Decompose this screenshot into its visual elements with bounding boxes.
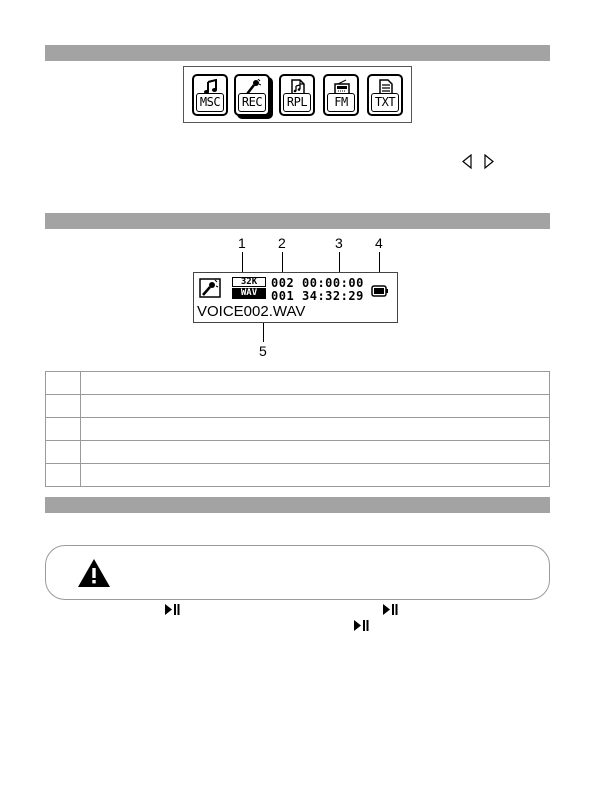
warning-box: [45, 545, 550, 600]
menu-item-label: FM: [327, 93, 355, 112]
menu-item-fm-radio[interactable]: [323, 74, 359, 116]
menu-item-label: REC: [238, 93, 266, 112]
table-row: [46, 372, 550, 395]
callout-description-table: [45, 371, 550, 487]
table-cell: [81, 372, 550, 395]
menu-item-text[interactable]: [367, 74, 403, 116]
table-cell: [46, 418, 81, 441]
left-right-arrows-icon: [461, 154, 497, 170]
menu-item-music[interactable]: [192, 74, 228, 116]
record-screen-display: [193, 272, 398, 323]
callout-number: 3: [335, 235, 343, 251]
table-row: [46, 464, 550, 487]
format-label: WAV: [232, 288, 266, 299]
menu-item-label: TXT: [371, 93, 399, 112]
table-cell: [81, 418, 550, 441]
section-header-bar-3: [45, 497, 550, 513]
table-cell: [81, 441, 550, 464]
callout-number: 5: [259, 343, 267, 359]
table-cell: [81, 395, 550, 418]
table-row: [46, 395, 550, 418]
callout-number: 4: [375, 235, 383, 251]
table-cell: [46, 395, 81, 418]
file-count: 001: [271, 289, 295, 303]
microphone-icon: [199, 278, 221, 298]
table-cell: [46, 372, 81, 395]
callout-number: 2: [278, 235, 286, 251]
battery-icon: [371, 285, 389, 297]
warning-triangle-icon: [77, 558, 111, 588]
bitrate-label: 32K: [232, 277, 266, 287]
section-header-bar-2: [45, 213, 550, 229]
section-header-bar-1: [45, 45, 550, 61]
table-row: [46, 441, 550, 464]
menu-item-label: RPL: [283, 93, 311, 112]
elapsed-time: 00:00:00: [302, 276, 364, 290]
file-number: 002: [271, 276, 295, 290]
table-cell: [46, 464, 81, 487]
menu-item-replay[interactable]: [279, 74, 315, 116]
main-menu-strip: [183, 66, 412, 123]
table-cell: [81, 464, 550, 487]
file-name: VOICE002.WAV: [197, 303, 306, 320]
play-pause-icon: [353, 619, 369, 632]
play-pause-icon: [164, 603, 180, 616]
menu-item-record[interactable]: [234, 74, 270, 116]
table-cell: [46, 441, 81, 464]
table-row: [46, 418, 550, 441]
play-pause-icon: [382, 603, 398, 616]
callout-number: 1: [238, 235, 246, 251]
menu-item-label: MSC: [196, 93, 224, 112]
remaining-time: 34:32:29: [302, 289, 364, 303]
